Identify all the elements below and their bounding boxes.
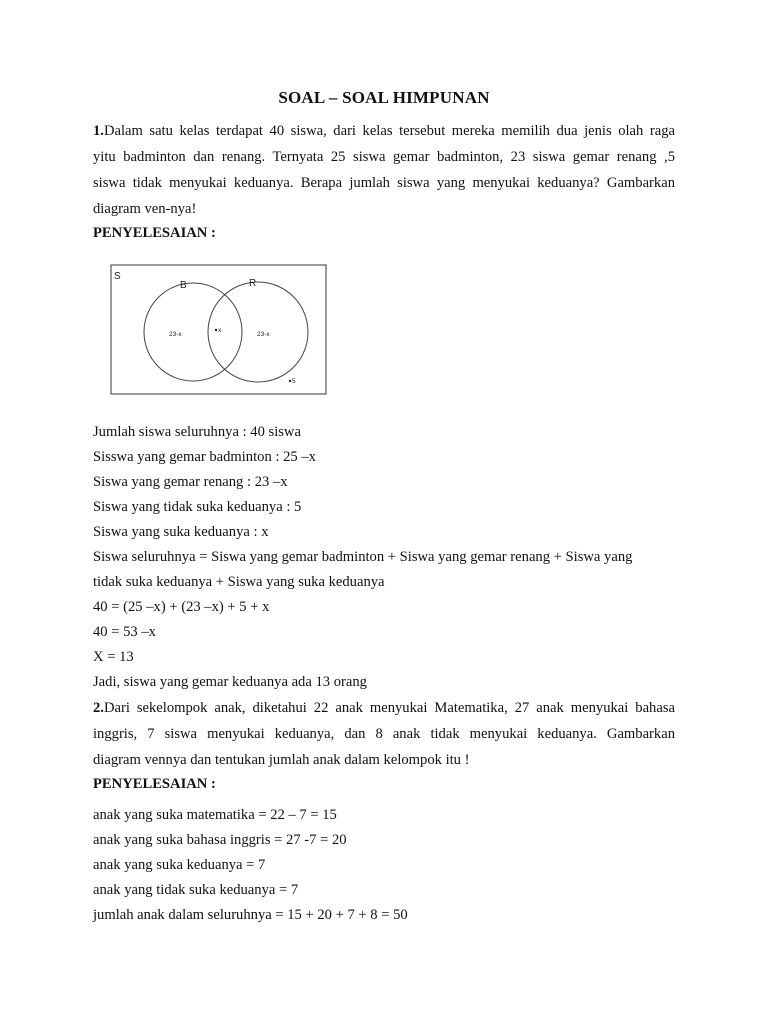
p1-conclusion: Jadi, siswa yang gemar keduanya ada 13 orang [93, 674, 367, 690]
problem-2-solution-heading: PENYELESAIAN : [93, 776, 216, 792]
problem-1-solution-heading: PENYELESAIAN : [93, 225, 216, 241]
set-b-label: B [180, 280, 187, 291]
problem-1-line-1: 1.Dalam satu kelas terdapat 40 siswa, dari kelas tersebut mereka memilih dua jenis olah raga [93, 123, 675, 139]
p1-step-1: Jumlah siswa seluruhnya : 40 siswa [93, 424, 301, 440]
page-title: SOAL – SOAL HIMPUNAN [278, 88, 490, 107]
p1-step-10: X = 13 [93, 649, 134, 665]
problem-2-line-1: 2.Dari sekelompok anak, diketahui 22 anak menyukai Matematika, 27 anak menyukai bahasa [93, 700, 675, 716]
problem-1-line-2: yitu badminton dan renang. Ternyata 25 siswa gemar badminton, 23 siswa gemar renang ,5 [93, 149, 675, 165]
problem-2-line-3: diagram vennya dan tentukan jumlah anak dalam kelompok itu ! [93, 752, 470, 768]
region-r-only-label: 23-x [257, 331, 270, 338]
p1-step-9: 40 = 53 –x [93, 624, 156, 640]
p1-step-3: Siswa yang gemar renang : 23 –x [93, 474, 288, 490]
outside-dot [289, 380, 291, 382]
set-r-label: R [249, 278, 257, 289]
problem-1-line-3: siswa tidak menyukai keduanya. Berapa jumlah siswa yang menyukai keduanya? Gambarkan [93, 175, 675, 191]
problem-2-line-2: inggris, 7 siswa menyukai keduanya, dan 8 anak tidak menyukai keduanya. Gambarkan [93, 726, 675, 742]
p1-step-2: Sisswa yang gemar badminton : 25 –x [93, 449, 316, 465]
problem-1-text [93, 118, 675, 222]
p2-step-2: anak yang suka bahasa inggris = 27 -7 = 20 [93, 832, 347, 848]
region-both-dot [215, 329, 217, 331]
p2-step-3: anak yang suka keduanya = 7 [93, 857, 266, 873]
p2-step-5: jumlah anak dalam seluruhnya = 15 + 20 + 7 + 8 = 50 [93, 907, 408, 923]
region-b-only-label: 23-x [169, 331, 182, 338]
problem-2-number: 2. [93, 700, 104, 716]
p2-step-1: anak yang suka matematika = 22 – 7 = 15 [93, 807, 337, 823]
problem-1-number: 1. [93, 123, 104, 139]
set-b-circle [144, 283, 242, 381]
outside-label: 5 [292, 378, 296, 385]
region-both-label: x [218, 327, 222, 334]
p1-step-8: 40 = (25 –x) + (23 –x) + 5 + x [93, 599, 270, 615]
problem-1-line-4: diagram ven-nya! [93, 201, 197, 217]
problem-2-text [93, 695, 675, 773]
universe-label: S [114, 271, 121, 282]
p1-step-5: Siswa yang suka keduanya : x [93, 524, 269, 540]
p2-step-4: anak yang tidak suka keduanya = 7 [93, 882, 299, 898]
p1-step-4: Siswa yang tidak suka keduanya : 5 [93, 499, 302, 515]
p1-step-7: tidak suka keduanya + Siswa yang suka keduanya [93, 574, 385, 590]
venn-diagram [110, 264, 328, 396]
p1-step-6: Siswa seluruhnya = Siswa yang gemar badminton + Siswa yang gemar renang + Siswa yang [93, 549, 633, 565]
